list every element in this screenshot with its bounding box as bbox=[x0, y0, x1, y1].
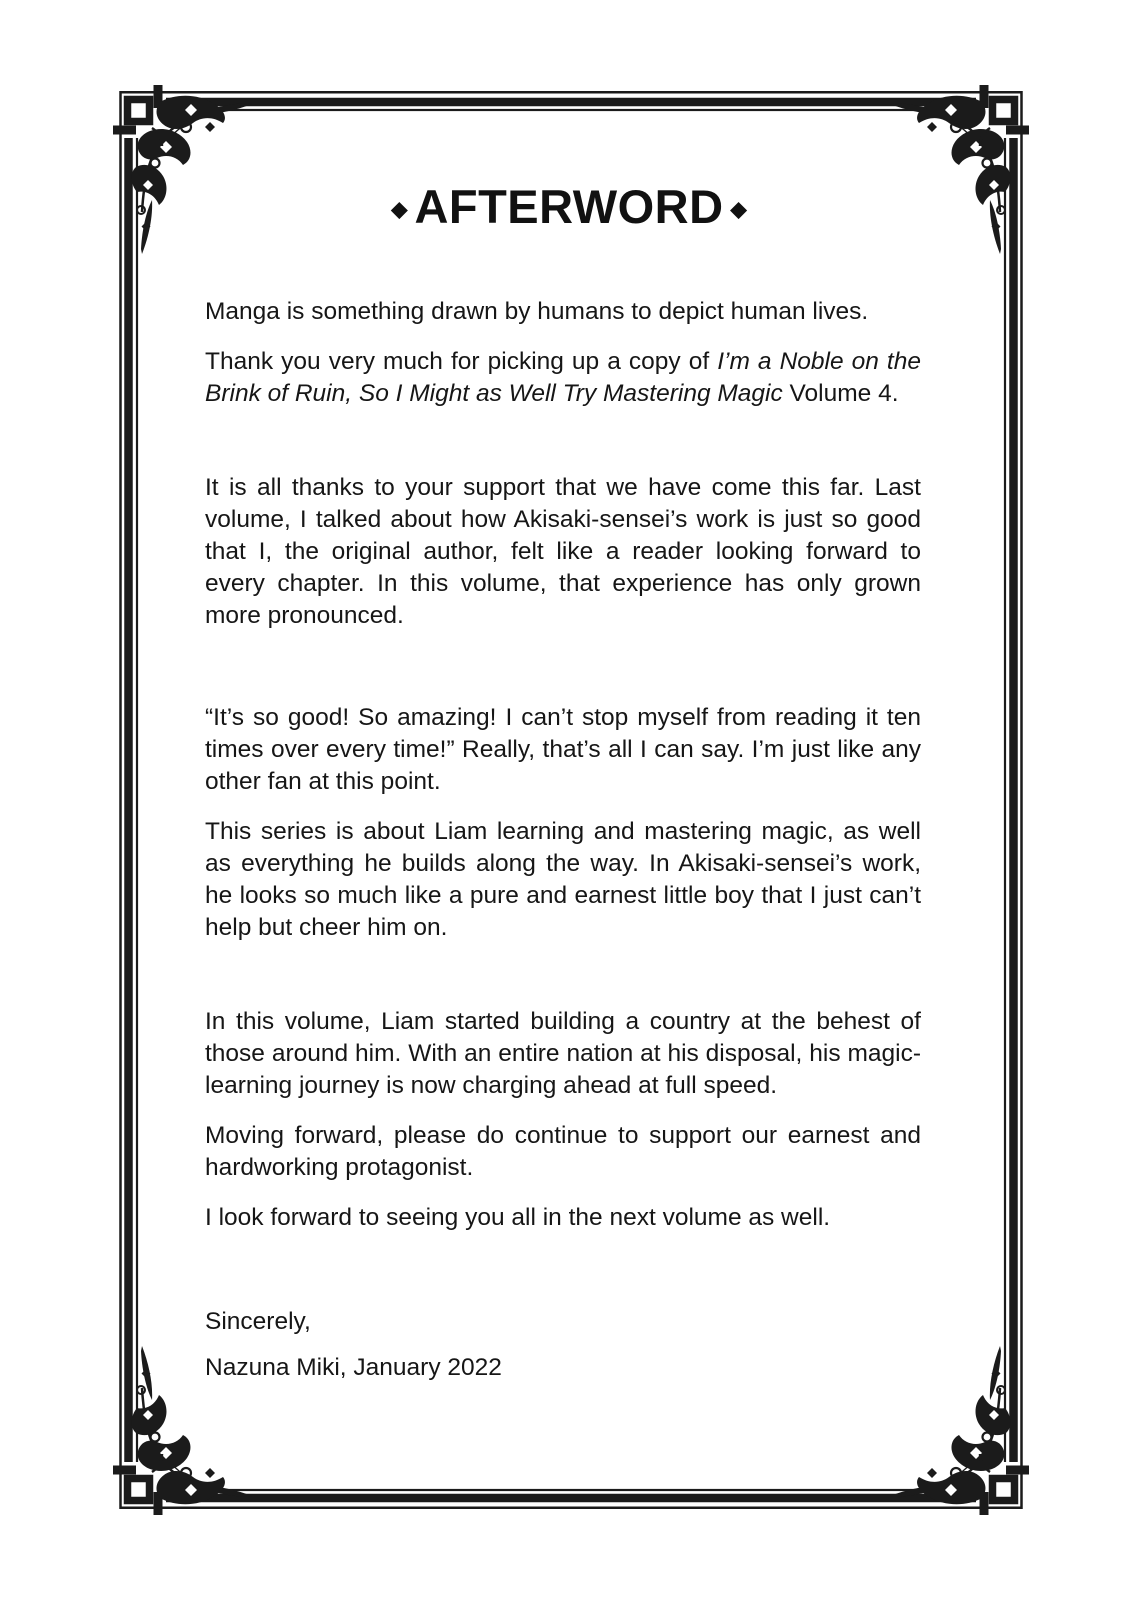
signoff-salutation: Sincerely, bbox=[205, 1308, 311, 1335]
series-title-italic: I’m a Noble on the Brink of Ruin, So I Might as Well Try Mastering Magic bbox=[205, 348, 921, 407]
paragraph-manga-intro: Manga is something drawn by humans to depict human lives. bbox=[205, 298, 869, 325]
diamond-icon: ◆ bbox=[391, 198, 408, 221]
paragraph-support: It is all thanks to your support that we have come this far. Last volume, I talked about how Akisaki-sensei’s work is just so good that I, the original author, felt like a reader looking forward to every chapter. In this volume, that experience has only grown more pronounced. bbox=[205, 474, 921, 629]
afterword-content bbox=[205, 178, 921, 1384]
diamond-icon: ◆ bbox=[730, 198, 747, 221]
page-title bbox=[217, 178, 921, 239]
page-title-text: AFTERWORD bbox=[414, 180, 724, 233]
paragraph-next-volume: I look forward to seeing you all in the next volume as well. bbox=[205, 1204, 831, 1231]
paragraph-text: Volume 4. bbox=[782, 380, 899, 407]
paragraph-thanks bbox=[205, 346, 921, 410]
signoff-name-date: Nazuna Miki, January 2022 bbox=[205, 1354, 502, 1381]
paragraph-text: Thank you very much for picking up a copy of bbox=[205, 348, 718, 375]
paragraph-quote: “It’s so good! So amazing! I can’t stop myself from reading it ten times over every time!” Really, that’s all I can say. I’m just like any other fan at this point. bbox=[205, 704, 921, 795]
paragraph-moving-forward: Moving forward, please do continue to support our earnest and hardworking protagonist. bbox=[205, 1122, 921, 1181]
paragraph-volume-events: In this volume, Liam started building a country at the behest of those around him. With an entire nation at his disposal, his magic-learning journey is now charging ahead at full speed. bbox=[205, 1008, 921, 1099]
paragraph-series-about: This series is about Liam learning and mastering magic, as well as everything he builds along the way. In Akisaki-sensei’s work, he looks so much like a pure and earnest little boy that I just can’t help but cheer him on. bbox=[205, 818, 921, 941]
